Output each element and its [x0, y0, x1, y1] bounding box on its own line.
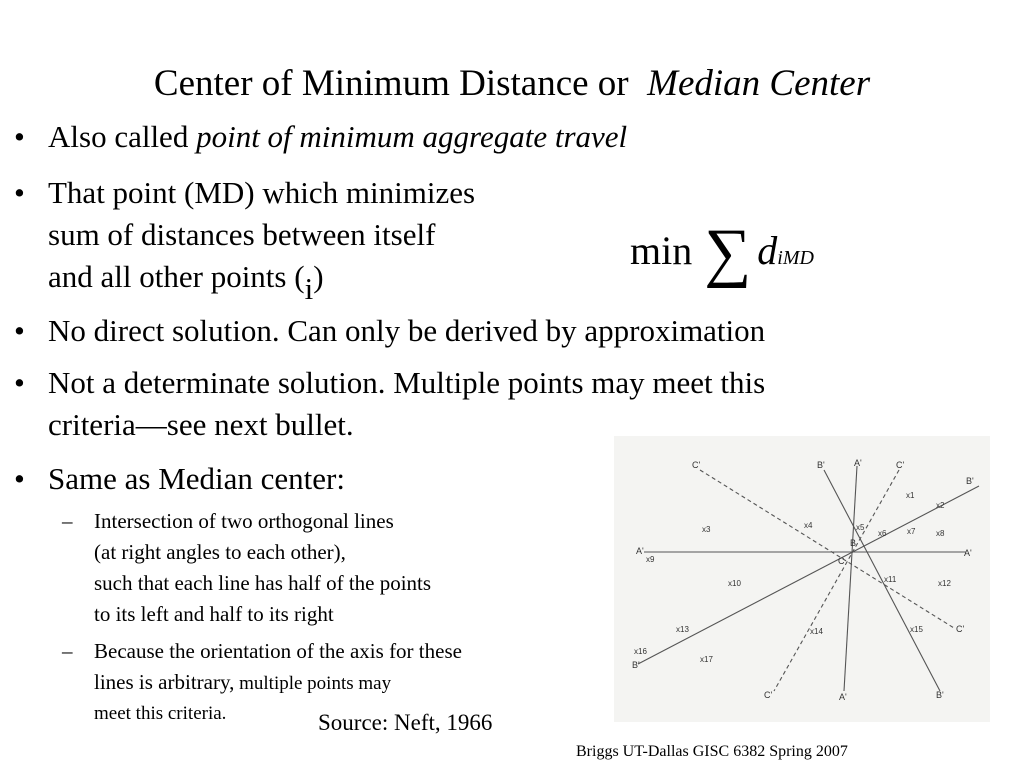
point-12: x12	[938, 579, 951, 588]
subbullet-2-line2a: lines is arbitrary,	[94, 670, 235, 694]
bullet-1	[14, 116, 627, 158]
subbullet-1	[62, 506, 394, 537]
point-9: x9	[646, 555, 655, 564]
bullet-2-line3	[48, 256, 324, 306]
subbullet-2-line2b: multiple points may	[234, 673, 392, 694]
axis-c-perpendicular	[774, 470, 899, 691]
bullet-5	[14, 458, 345, 500]
subbullet-1-line4: to its left and half to its right	[94, 602, 334, 626]
bullet-3	[14, 310, 765, 352]
label-c-top-right: C'	[896, 460, 905, 470]
bullet-dot: •	[14, 119, 25, 154]
center-label-b: B	[850, 538, 857, 548]
point-14: x14	[810, 627, 823, 636]
bullet-2	[14, 172, 475, 214]
point-7: x7	[907, 527, 916, 536]
point-10: x10	[728, 579, 741, 588]
point-15: x15	[910, 625, 923, 634]
bullet-dot: •	[14, 313, 25, 348]
label-a-top: A'	[854, 458, 862, 468]
formula-d: d	[757, 228, 778, 273]
point-16: x16	[634, 647, 647, 656]
bullet-dot: •	[14, 175, 25, 210]
point-5: x5	[856, 523, 865, 532]
bullet-1-italic: point of minimum aggregate travel	[196, 119, 628, 154]
formula-min: min	[630, 228, 693, 273]
label-b-left: B'	[632, 660, 640, 670]
subbullet-dash: –	[62, 639, 73, 663]
point-8: x8	[936, 529, 945, 538]
label-b-top: B'	[817, 460, 825, 470]
bullet-4-line1: Not a determinate solution. Multiple points may meet this	[48, 365, 766, 400]
axis-b-line	[824, 470, 940, 691]
subbullet-1-line1: Intersection of two orthogonal lines	[94, 509, 394, 533]
bullet-2-line2: sum of distances between itself	[48, 217, 436, 252]
label-c-bottom: C'	[764, 690, 773, 700]
bullet-dot: •	[14, 461, 25, 496]
bullet-4	[14, 362, 765, 404]
label-a-right: A'	[964, 548, 972, 558]
formula-sigma: ∑	[704, 216, 752, 289]
label-b-bottom: B'	[936, 690, 944, 700]
point-2: x2	[936, 501, 945, 510]
point-6: x6	[878, 529, 887, 538]
point-4: x4	[804, 521, 813, 530]
bullet-4-line2: criteria—see next bullet.	[48, 407, 354, 442]
figure-svg	[614, 436, 990, 722]
point-13: x13	[676, 625, 689, 634]
formula-subscript: iMD	[777, 247, 814, 269]
axis-c-line	[700, 470, 954, 628]
bullet-2-close: )	[313, 259, 324, 294]
label-c-top: C'	[692, 460, 701, 470]
axis-a-vertical	[844, 466, 857, 691]
median-center-figure	[614, 436, 990, 722]
bullet-1-text: Also called	[48, 119, 189, 154]
bullet-2-subscript: i	[304, 271, 314, 306]
point-17: x17	[700, 655, 713, 664]
bullet-dot: •	[14, 365, 25, 400]
point-3: x3	[702, 525, 711, 534]
formula	[630, 205, 814, 289]
bullet-2-line1: That point (MD) which minimizes	[48, 175, 476, 210]
bullet-3-text: No direct solution. Can only be derived by approximation	[48, 313, 766, 348]
subbullet-1-line3: such that each line has half of the points	[94, 571, 432, 595]
title-text: Center of Minimum Distance or	[153, 63, 629, 104]
label-c-right: C'	[956, 624, 965, 634]
label-b-right: B'	[966, 476, 974, 486]
subbullet-1-line2: (at right angles to each other),	[94, 540, 346, 564]
slide-title	[0, 62, 1024, 106]
label-a-bottom: A'	[839, 692, 847, 702]
label-a-left: A'	[636, 546, 644, 556]
point-11: x11	[884, 575, 897, 584]
axis-b-perpendicular	[638, 486, 979, 664]
subbullet-2-line3: meet this criteria.	[94, 703, 227, 724]
subbullet-2-line2	[94, 667, 391, 699]
subbullet-2	[62, 636, 462, 667]
center-label-c: C	[838, 556, 845, 566]
bullet-2-line3-text: and all other points (	[48, 259, 305, 294]
title-italic: Median Center	[647, 63, 871, 104]
subbullet-2-line1: Because the orientation of the axis for these	[94, 639, 462, 663]
bullet-5-text: Same as Median center:	[48, 461, 345, 496]
subbullet-dash: –	[62, 509, 73, 533]
slide-footer: Briggs UT-Dallas GISC 6382 Spring 2007	[576, 743, 848, 760]
source-citation: Source: Neft, 1966	[318, 710, 493, 735]
point-1: x1	[906, 491, 915, 500]
